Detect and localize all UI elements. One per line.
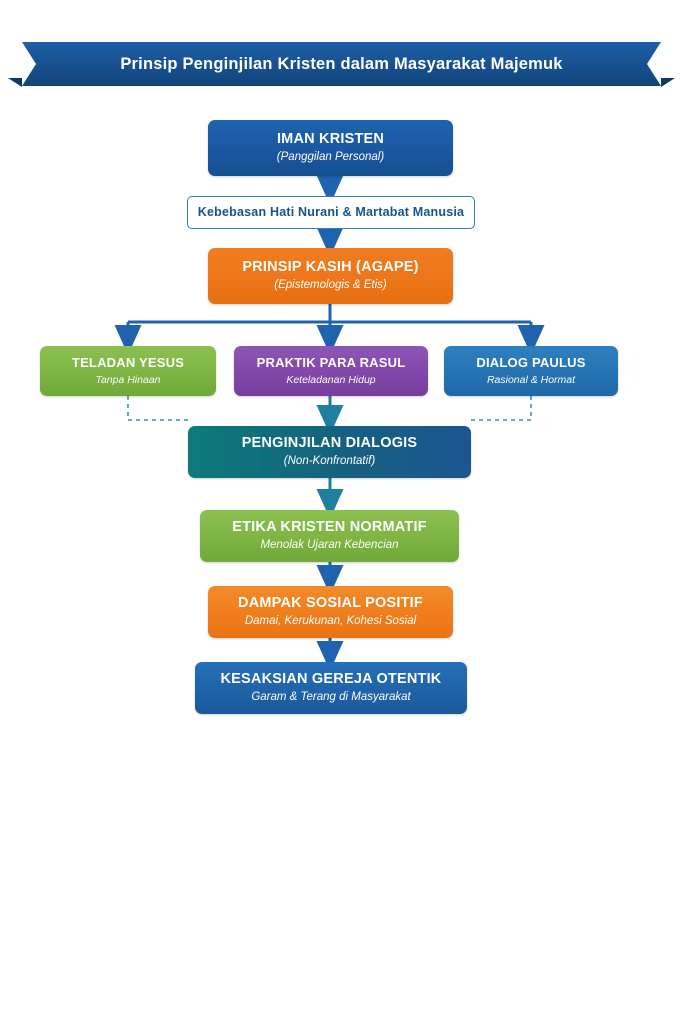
node-subtitle: (Panggilan Personal) [276,151,385,164]
node-subtitle: Menolak Ujaran Kebencian [260,539,399,552]
banner-fold-left [8,78,22,87]
node-subtitle: Rasional & Hormat [486,373,576,386]
node-kesaksian-gereja-otentik[interactable] [195,662,467,714]
node-subtitle: (Epistemologis & Etis) [274,279,387,292]
node-title: PRAKTIK PARA RASUL [256,354,406,370]
node-title: PENGINJILAN DIALOGIS [241,434,418,451]
header-banner [0,42,683,90]
node-dampak-sosial-positif[interactable] [208,586,453,638]
node-title: PRINSIP KASIH (AGAPE) [242,258,419,275]
node-subtitle: (Non-Konfrontatif) [283,455,376,468]
node-title: TELADAN YESUS [71,354,185,370]
node-teladan-yesus[interactable] [40,346,216,396]
node-subtitle: Keteladanan Hidup [286,373,376,386]
node-subtitle: Damai, Kerukunan, Kohesi Sosial [244,615,417,628]
node-title: KESAKSIAN GEREJA OTENTIK [220,670,442,687]
node-subtitle: Garam & Terang di Masyarakat [251,691,411,704]
node-title: DIALOG PAULUS [476,354,586,370]
node-penginjilan-dialogis[interactable] [188,426,471,478]
node-kebebasan-hati-nurani[interactable] [187,196,475,229]
node-praktik-para-rasul[interactable] [234,346,428,396]
node-prinsip-kasih-agape[interactable] [208,248,453,304]
node-title: ETIKA KRISTEN NORMATIF [232,518,427,535]
page-title: Prinsip Penginjilan Kristen dalam Masyarakat Majemuk [120,55,563,73]
node-title: DAMPAK SOSIAL POSITIF [238,594,423,611]
node-subtitle: Tanpa Hinaan [95,373,161,386]
node-etika-kristen-normatif[interactable] [200,510,459,562]
node-dialog-paulus[interactable] [444,346,618,396]
node-iman-kristen[interactable] [208,120,453,176]
banner-fold-right [661,78,675,87]
node-title: Kebebasan Hati Nurani & Martabat Manusia [197,205,465,220]
node-title: IMAN KRISTEN [276,130,385,147]
